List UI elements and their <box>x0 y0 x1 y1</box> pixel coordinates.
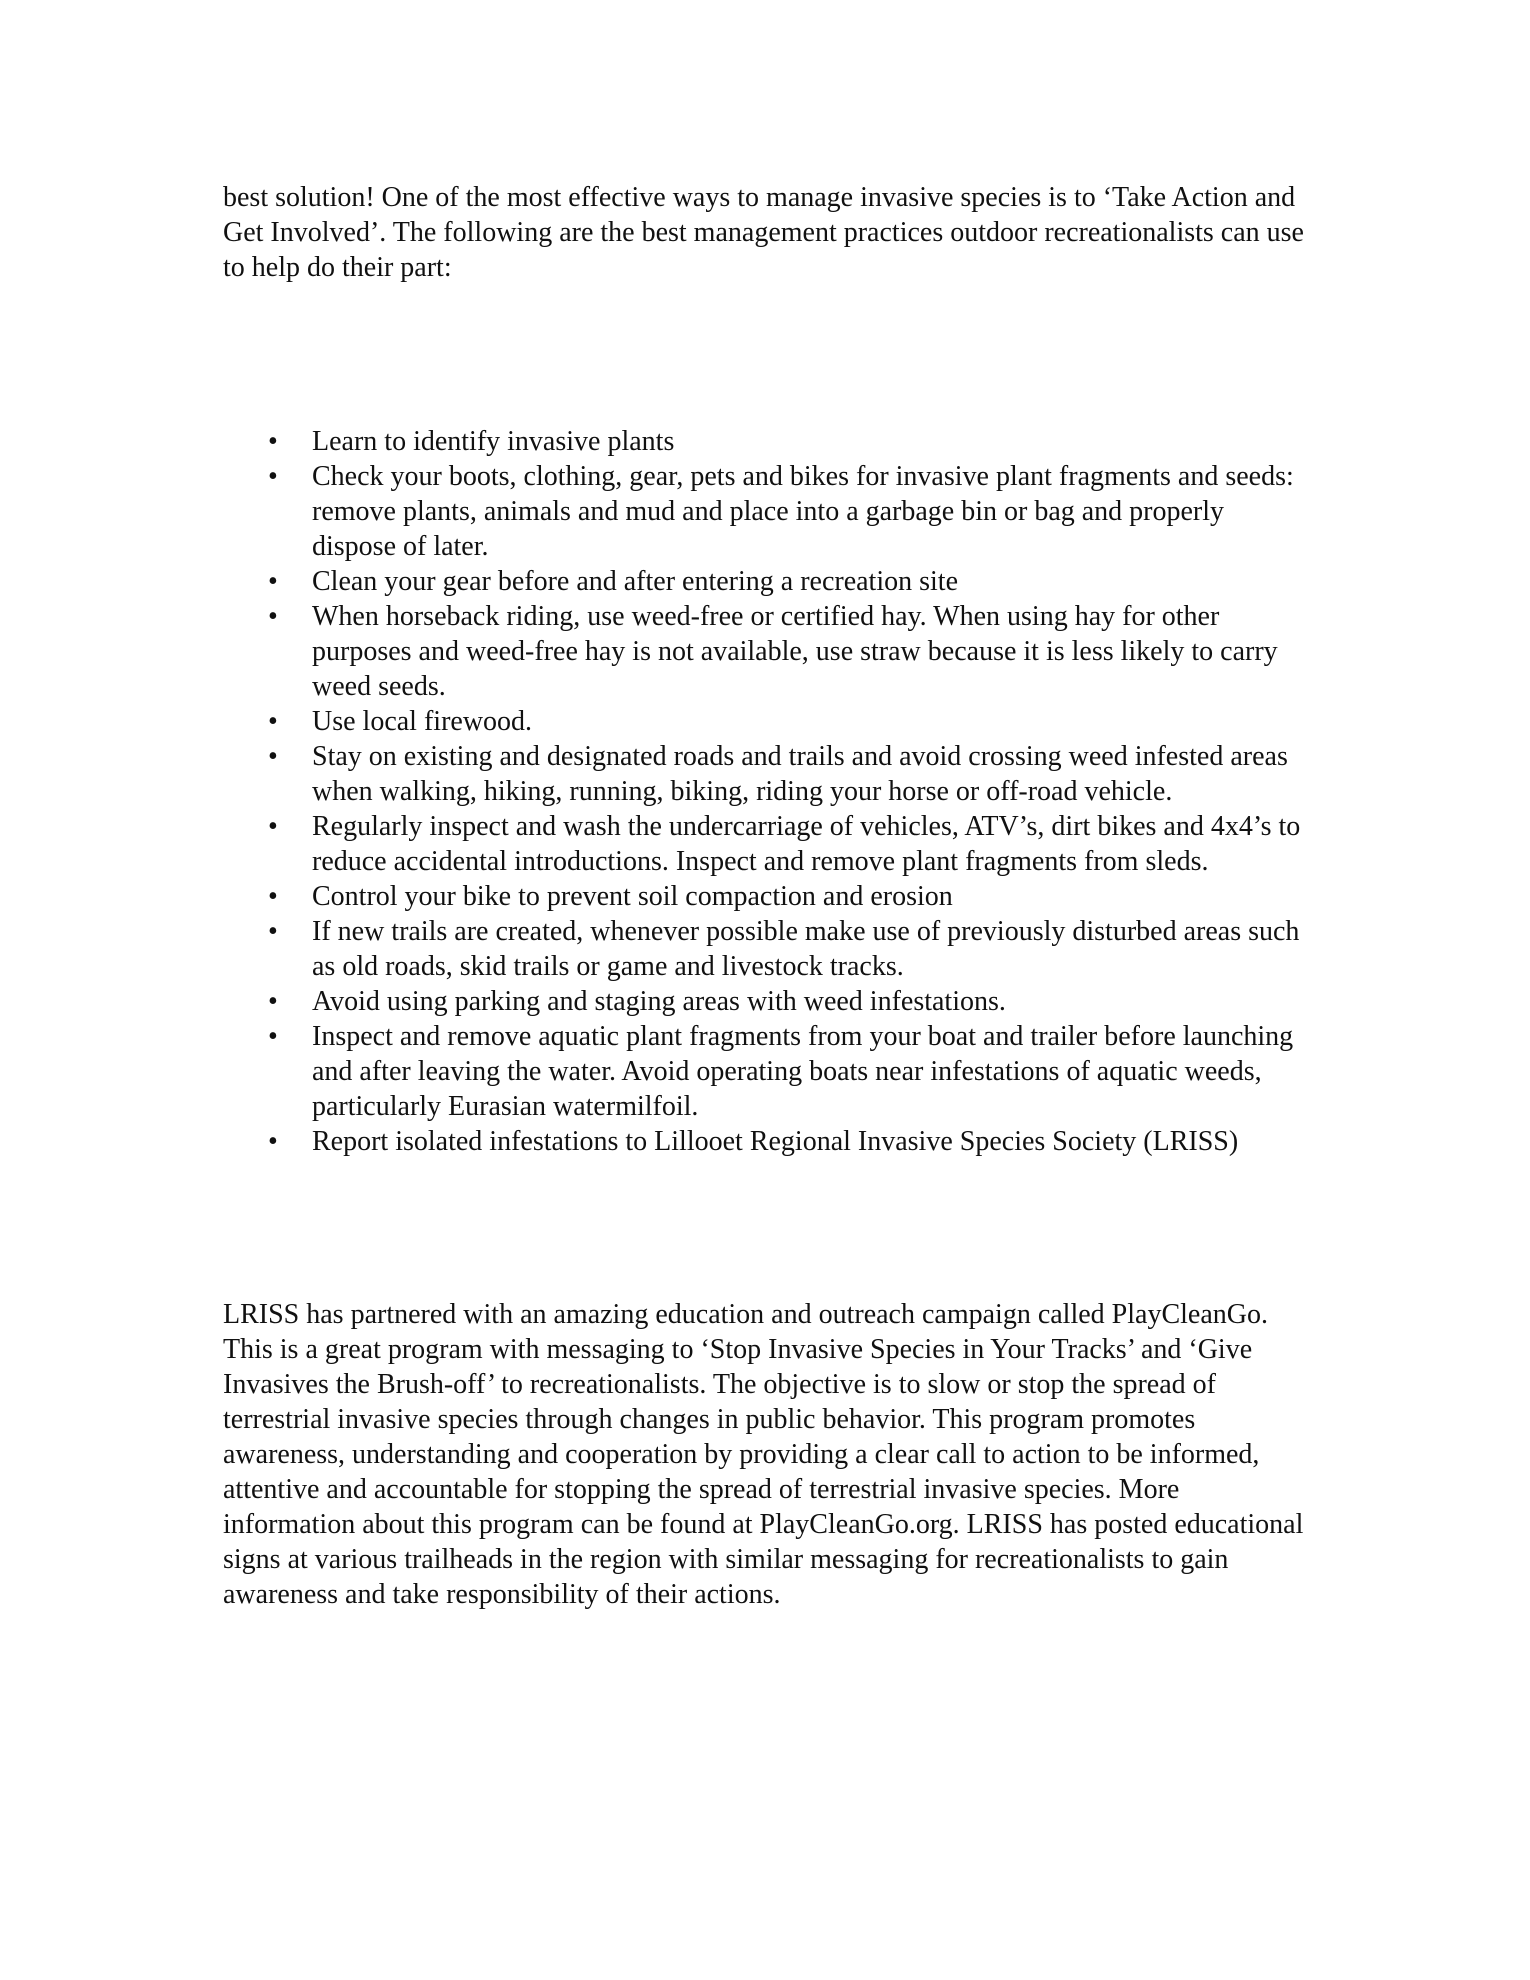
list-item-text: Inspect and remove aquatic plant fragments from your boat and trailer before launching and after leaving the water. Avoid operating boats near infestations of aquatic weeds, particularly Eurasian watermilfoil. <box>312 1021 1294 1122</box>
list-item <box>223 879 1313 914</box>
closing-paragraph: LRISS has partnered with an amazing education and outreach campaign called PlayCleanGo. This is a great program with messaging to ‘Stop Invasive Species in Your Tracks’ and ‘Give Invasives the Brush-off’ to recreationalists. The objective is to slow or stop the spread of terrestrial invasive species through changes in public behavior. This program promotes awareness, understanding and cooperation by providing a clear call to action to be informed, attentive and accountable for stopping the spread of terrestrial invasive species. More information about this program can be found at PlayCleanGo.org. LRISS has posted educational signs at various trailheads in the region with similar messaging for recreationalists to gain awareness and take responsibility of their actions. <box>223 1299 1304 1610</box>
list-item-text: When horseback riding, use weed-free or certified hay. When using hay for other purposes and weed-free hay is not available, use straw because it is less likely to carry weed seeds. <box>312 601 1278 702</box>
list-item-text: Avoid using parking and staging areas with weed infestations. <box>312 986 1006 1017</box>
list-item-text: Check your boots, clothing, gear, pets and bikes for invasive plant fragments and seeds: remove plants, animals and mud and place into a garbage bin or bag and properly dispose of later. <box>312 461 1294 562</box>
bullet-icon: • <box>268 601 278 632</box>
list-item-text: Report isolated infestations to Lillooet Regional Invasive Species Society (LRISS) <box>312 1126 1239 1157</box>
best-practices-list <box>223 424 1313 1159</box>
list-item <box>223 459 1313 564</box>
list-item <box>223 809 1313 879</box>
list-item <box>223 1124 1313 1159</box>
list-item-text: Regularly inspect and wash the undercarriage of vehicles, ATV’s, dirt bikes and 4x4’s to reduce accidental introductions. Inspect and remove plant fragments from sleds. <box>312 811 1301 877</box>
list-item-text: Control your bike to prevent soil compaction and erosion <box>312 881 953 912</box>
list-item-text: Stay on existing and designated roads and trails and avoid crossing weed infested areas when walking, hiking, running, biking, riding your horse or off-road vehicle. <box>312 741 1288 807</box>
list-item-text: Learn to identify invasive plants <box>312 426 675 457</box>
bullet-icon: • <box>268 1021 278 1052</box>
bullet-icon: • <box>268 916 278 947</box>
list-item <box>223 914 1313 984</box>
list-item <box>223 984 1313 1019</box>
list-item <box>223 739 1313 809</box>
bullet-icon: • <box>268 566 278 597</box>
list-item <box>223 424 1313 459</box>
list-item <box>223 599 1313 704</box>
list-item <box>223 564 1313 599</box>
bullet-icon: • <box>268 706 278 737</box>
list-item <box>223 1019 1313 1124</box>
list-item-text: If new trails are created, whenever possible make use of previously disturbed areas such as old roads, skid trails or game and livestock tracks. <box>312 916 1300 982</box>
list-item-text: Clean your gear before and after entering a recreation site <box>312 566 958 597</box>
bullet-icon: • <box>268 986 278 1017</box>
list-item-text: Use local firewood. <box>312 706 533 737</box>
bullet-icon: • <box>268 426 278 457</box>
list-item <box>223 704 1313 739</box>
bullet-icon: • <box>268 881 278 912</box>
bullet-icon: • <box>268 1126 278 1157</box>
bullet-icon: • <box>268 811 278 842</box>
intro-paragraph: best solution! One of the most effective ways to manage invasive species is to ‘Take Action and Get Involved’. The following are the best management practices outdoor recreationalists can use to help do their part: <box>223 182 1304 283</box>
bullet-icon: • <box>268 461 278 492</box>
bullet-icon: • <box>268 741 278 772</box>
